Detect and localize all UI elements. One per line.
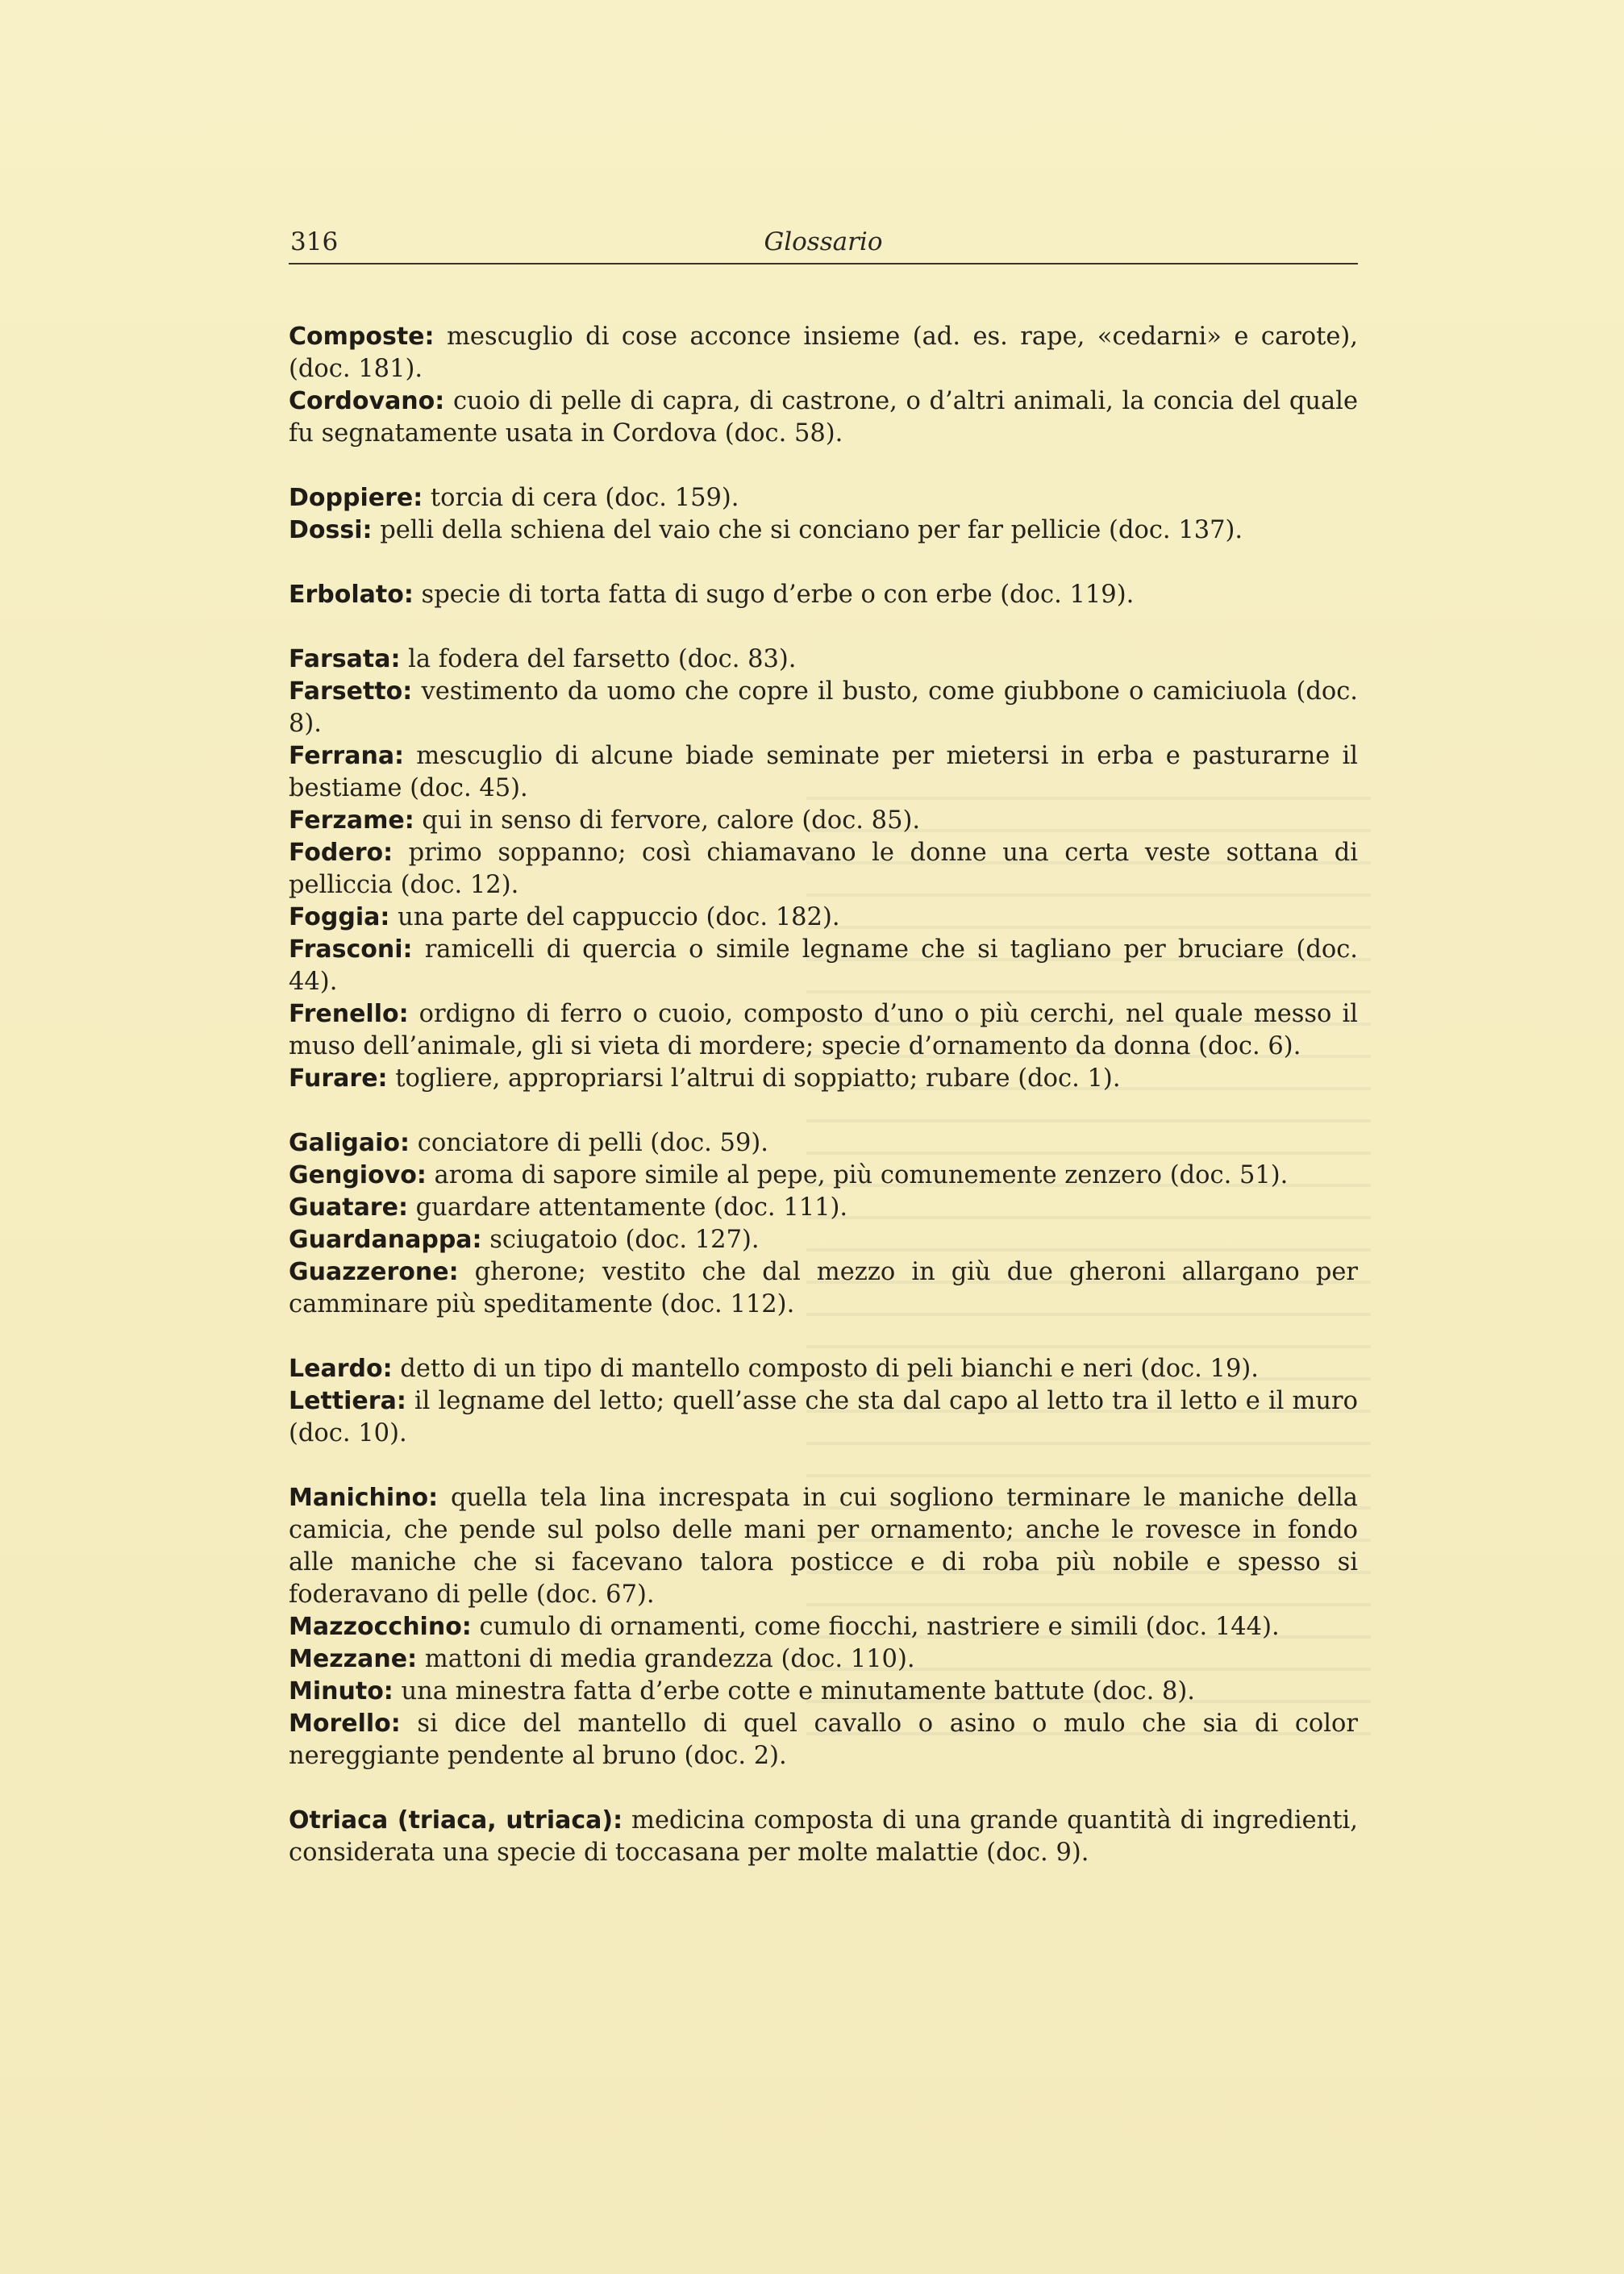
glossary-entry: [289, 514, 1358, 547]
glossary-definition: mescuglio di cose acconce insieme (ad. es. rape, «cedarni» e carote), (doc. 181).: [289, 323, 1358, 383]
page-number: 316: [290, 227, 339, 256]
glossary-definition: specie di torta fatta di sugo d’erbe o con erbe (doc. 119).: [413, 581, 1135, 609]
glossary-definition: vestimento da uomo che copre il busto, come giubbone o camiciuola (doc. 8).: [289, 677, 1358, 738]
glossary-term: Galigaio:: [289, 1129, 410, 1157]
glossary-entry: [289, 1482, 1358, 1611]
glossary-letter-group: [289, 1805, 1358, 1869]
glossary-term: Mezzane:: [289, 1645, 418, 1673]
glossary-entry: [289, 1127, 1358, 1160]
glossary-term: Minuto:: [289, 1677, 394, 1706]
glossary-term: Morello:: [289, 1710, 401, 1738]
glossary-term: Doppiere:: [289, 484, 423, 512]
glossary-entry: [289, 1643, 1358, 1676]
glossary-definition: cumulo di ornamenti, come fiocchi, nastriere e simili (doc. 144).: [471, 1613, 1280, 1641]
glossary-definition: mescuglio di alcune biade seminate per mietersi in erba e pasturarne il bestiame (doc. 45).: [289, 742, 1358, 802]
glossary-letter-group: [289, 321, 1358, 450]
glossary-term: Erbolato:: [289, 581, 414, 609]
glossary-term: Ferzame:: [289, 806, 414, 835]
glossary-term: Furare:: [289, 1064, 388, 1093]
glossary-entry: [289, 321, 1358, 385]
glossary-entry: [289, 1805, 1358, 1869]
glossary-definition: qui in senso di fervore, calore (doc. 85).: [414, 806, 921, 835]
glossary-definition: sciugatoio (doc. 127).: [481, 1226, 760, 1254]
glossary-entry: [289, 1224, 1358, 1256]
glossary-term: Guardanappa:: [289, 1226, 482, 1254]
glossary-entry: [289, 837, 1358, 902]
glossary-term: Frasconi:: [289, 935, 413, 964]
glossary-entry: [289, 1256, 1358, 1321]
glossary-term: Farsata:: [289, 645, 401, 673]
glossary-term: Cordovano:: [289, 387, 445, 415]
glossary-definition: quella tela lina increspata in cui sogliono terminare le maniche della camicia, che pende sul polso delle mani per ornamento; anche le rovesce in fondo alle maniche che si facevano talora posticce e di roba più nobile e spesso si foderavano di pelle (doc. 67).: [289, 1484, 1358, 1609]
glossary-definition: si dice del mantello di quel cavallo o asino o mulo che sia di color nereggiante pendente al bruno (doc. 2).: [289, 1710, 1358, 1770]
glossary-entry: [289, 998, 1358, 1063]
glossary-entry: [289, 934, 1358, 998]
glossary-term: Lettiera:: [289, 1387, 406, 1415]
glossary-letter-group: [289, 482, 1358, 547]
glossary-term: Mazzocchino:: [289, 1613, 472, 1641]
glossary-term: Foggia:: [289, 903, 390, 931]
running-title: Glossario: [764, 227, 883, 256]
glossary-letter-group: [289, 1482, 1358, 1772]
glossary-entry: [289, 902, 1358, 934]
glossary-definition: mattoni di media grandezza (doc. 110).: [417, 1645, 915, 1673]
glossary-entry: [289, 385, 1358, 450]
glossary-definition: il legname del letto; quell’asse che sta dal capo al letto tra il letto e il muro (doc. 10).: [289, 1387, 1358, 1447]
glossary-term: Otriaca (triaca, utriaca):: [289, 1806, 623, 1835]
glossary-term: Guazzerone:: [289, 1258, 459, 1286]
glossary-entry: [289, 1385, 1358, 1450]
running-header: [289, 226, 1358, 264]
glossary-term: Guatare:: [289, 1193, 408, 1222]
glossary-entry: [289, 740, 1358, 805]
glossary-definition: togliere, appropriarsi l’altrui di soppiatto; rubare (doc. 1).: [387, 1064, 1121, 1093]
glossary-term: Fodero:: [289, 839, 394, 867]
glossary-entry: [289, 805, 1358, 837]
glossary-term: Composte:: [289, 323, 435, 351]
glossary-term: Farsetto:: [289, 677, 413, 706]
glossary-definition: una parte del cappuccio (doc. 182).: [389, 903, 840, 931]
glossary-term: Dossi:: [289, 516, 373, 544]
glossary-body: [289, 321, 1358, 1901]
glossary-definition: cuoio di pelle di capra, di castrone, o d’altri animali, la concia del quale fu segnatamente usata in Cordova (doc. 58).: [289, 387, 1358, 448]
glossary-term: Ferrana:: [289, 742, 405, 770]
glossary-definition: ordigno di ferro o cuoio, composto d’uno o più cerchi, nel quale messo il muso dell’animale, gli si vieta di mordere; specie d’ornamento da donna (doc. 6).: [289, 1000, 1358, 1060]
glossary-term: Frenello:: [289, 1000, 409, 1028]
glossary-entry: [289, 1708, 1358, 1772]
glossary-definition: conciatore di pelli (doc. 59).: [410, 1129, 768, 1157]
glossary-definition: una minestra fatta d’erbe cotte e minutamente battute (doc. 8).: [393, 1677, 1195, 1706]
glossary-definition: aroma di sapore simile al pepe, più comunemente zenzero (doc. 51).: [426, 1161, 1289, 1189]
glossary-definition: guardare attentamente (doc. 111).: [407, 1193, 848, 1222]
glossary-entry: [289, 1192, 1358, 1224]
glossary-entry: [289, 482, 1358, 514]
glossary-entry: [289, 1611, 1358, 1643]
glossary-definition: pelli della schiena del vaio che si conciano per far pellicie (doc. 137).: [372, 516, 1243, 544]
glossary-definition: gherone; vestito che dal mezzo in giù due gheroni allargano per camminare più speditamente (doc. 112).: [289, 1258, 1358, 1318]
glossary-entry: [289, 579, 1358, 611]
glossary-definition: ramicelli di quercia o simile legname che si tagliano per bruciare (doc. 44).: [289, 935, 1358, 996]
glossary-letter-group: [289, 579, 1358, 611]
glossary-definition: medicina composta di una grande quantità di ingredienti, considerata una specie di toccasana per molte malattie (doc. 9).: [289, 1806, 1359, 1867]
glossary-entry: [289, 1676, 1358, 1708]
glossary-definition: detto di un tipo di mantello composto di peli bianchi e neri (doc. 19).: [392, 1355, 1259, 1383]
glossary-entry: [289, 676, 1358, 740]
glossary-term: Leardo:: [289, 1355, 393, 1383]
glossary-definition: torcia di cera (doc. 159).: [423, 484, 739, 512]
glossary-definition: la fodera del farsetto (doc. 83).: [400, 645, 797, 673]
glossary-entry: [289, 1160, 1358, 1192]
glossary-entry: [289, 643, 1358, 676]
glossary-letter-group: [289, 1127, 1358, 1321]
glossary-letter-group: [289, 643, 1358, 1095]
glossary-entry: [289, 1353, 1358, 1385]
glossary-definition: primo soppanno; così chiamavano le donne una certa veste sottana di pelliccia (doc. 12).: [289, 839, 1358, 899]
glossary-letter-group: [289, 1353, 1358, 1450]
glossary-term: Manichino:: [289, 1484, 439, 1512]
glossary-term: Gengiovo:: [289, 1161, 427, 1189]
glossary-entry: [289, 1063, 1358, 1095]
